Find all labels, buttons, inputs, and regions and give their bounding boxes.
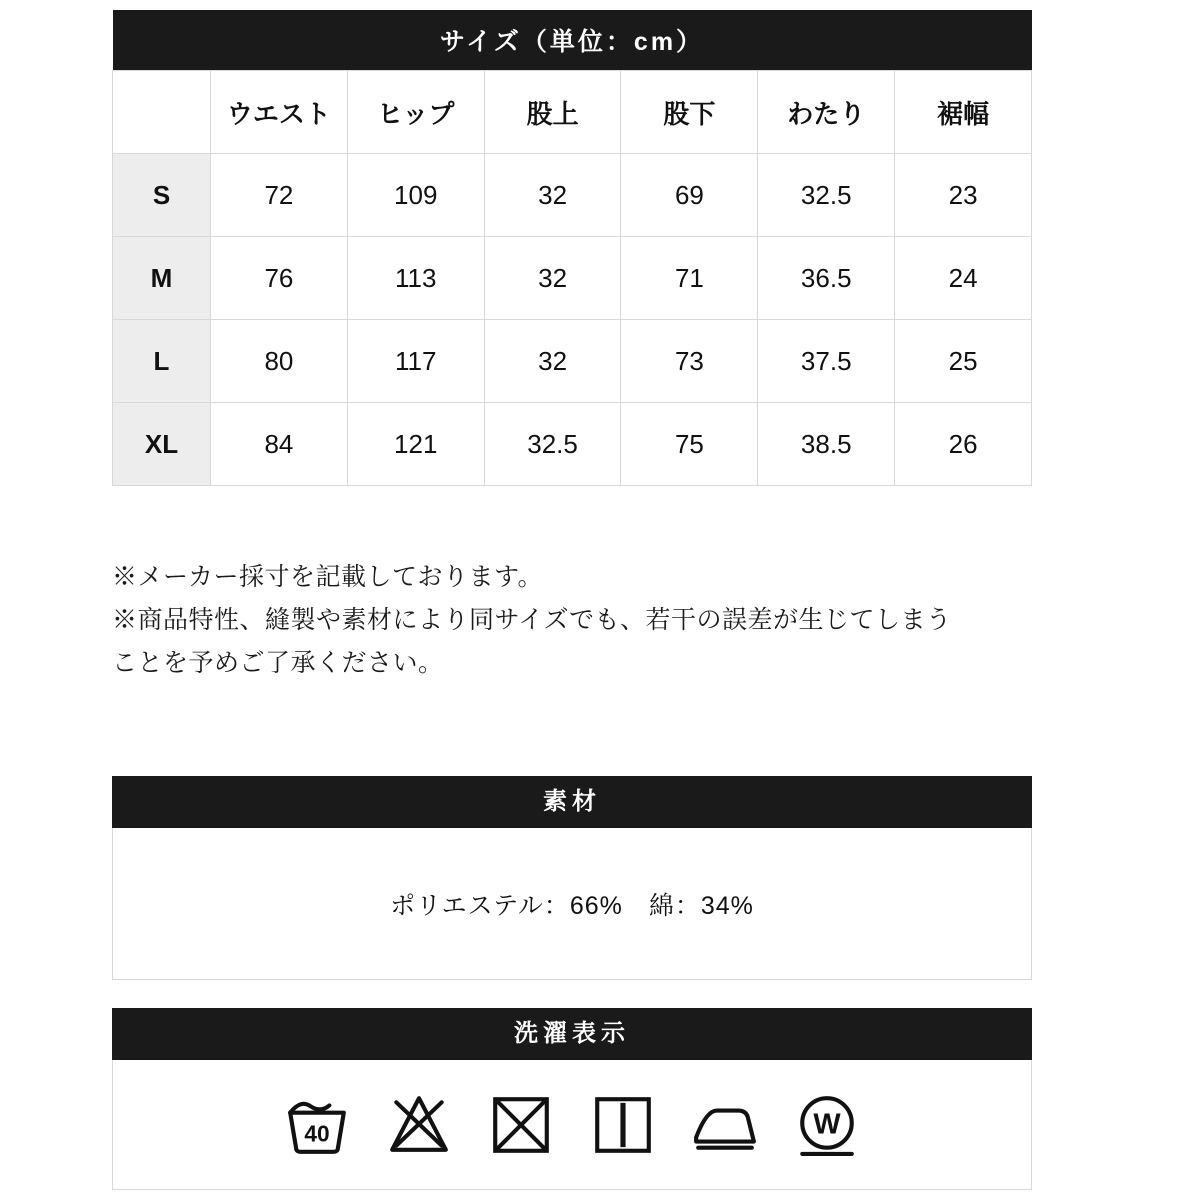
cell-s-inseam: 69 (621, 154, 758, 237)
column-header-waist: ウエスト (211, 71, 348, 154)
column-header-rise: 股上 (484, 71, 621, 154)
table-row (113, 403, 1032, 486)
size-table-body (113, 154, 1032, 486)
cell-xl-rise: 32.5 (484, 403, 621, 486)
table-row (113, 320, 1032, 403)
cell-xl-hem: 26 (895, 403, 1032, 486)
cell-xl-hip: 121 (347, 403, 484, 486)
row-label-l: L (113, 320, 211, 403)
no-bleach-icon (386, 1092, 452, 1158)
measurement-notes (112, 556, 1052, 685)
size-table-title: サイズ（単位：cm） (113, 10, 1032, 71)
wash-40-icon (284, 1092, 350, 1158)
cell-l-waist: 80 (211, 320, 348, 403)
note-line-3: ことを予めご了承ください。 (112, 649, 444, 677)
cell-s-hip: 109 (347, 154, 484, 237)
cell-m-hem: 24 (895, 237, 1032, 320)
iron-low-icon (692, 1092, 758, 1158)
material-section-body (112, 828, 1032, 980)
cell-l-inseam: 73 (621, 320, 758, 403)
row-label-xl: XL (113, 403, 211, 486)
material-composition-text: ポリエステル：66% 綿：34% (390, 891, 754, 920)
row-label-m: M (113, 237, 211, 320)
size-table-corner-cell (113, 71, 211, 154)
cell-xl-thigh: 38.5 (758, 403, 895, 486)
cell-s-hem: 23 (895, 154, 1032, 237)
cell-m-waist: 76 (211, 237, 348, 320)
column-header-hem: 裾幅 (895, 71, 1032, 154)
cell-l-hip: 117 (347, 320, 484, 403)
cell-xl-inseam: 75 (621, 403, 758, 486)
care-section-body (112, 1060, 1032, 1190)
size-table-column-header-row (113, 71, 1032, 154)
care-section-title: 洗濯表示 (112, 1008, 1032, 1060)
size-table-title-row (113, 10, 1032, 71)
cell-xl-waist: 84 (211, 403, 348, 486)
cell-l-thigh: 37.5 (758, 320, 895, 403)
cell-m-inseam: 71 (621, 237, 758, 320)
cell-m-hip: 113 (347, 237, 484, 320)
wet-clean-icon (794, 1092, 860, 1158)
cell-l-hem: 25 (895, 320, 1032, 403)
cell-s-waist: 72 (211, 154, 348, 237)
table-row (113, 237, 1032, 320)
wet-clean-label: W (813, 1107, 841, 1140)
row-label-s: S (113, 154, 211, 237)
material-section (112, 776, 1032, 980)
cell-m-rise: 32 (484, 237, 621, 320)
no-tumble-dry-icon (488, 1092, 554, 1158)
cell-s-thigh: 32.5 (758, 154, 895, 237)
note-line-1: ※メーカー採寸を記載しております。 (112, 563, 544, 591)
care-section (112, 1008, 1032, 1190)
table-row (113, 154, 1032, 237)
material-section-title: 素材 (112, 776, 1032, 828)
column-header-hip: ヒップ (347, 71, 484, 154)
note-line-2: ※商品特性、縫製や素材により同サイズでも、若干の誤差が生じてしまう (112, 606, 952, 634)
drip-dry-vertical-icon (590, 1092, 656, 1158)
wash-temperature-label: 40 (304, 1120, 330, 1146)
size-table-section (112, 10, 1032, 486)
column-header-inseam: 股下 (621, 71, 758, 154)
cell-s-rise: 32 (484, 154, 621, 237)
care-icon-list (284, 1092, 860, 1158)
cell-m-thigh: 36.5 (758, 237, 895, 320)
size-table (112, 10, 1032, 486)
column-header-thigh: わたり (758, 71, 895, 154)
cell-l-rise: 32 (484, 320, 621, 403)
